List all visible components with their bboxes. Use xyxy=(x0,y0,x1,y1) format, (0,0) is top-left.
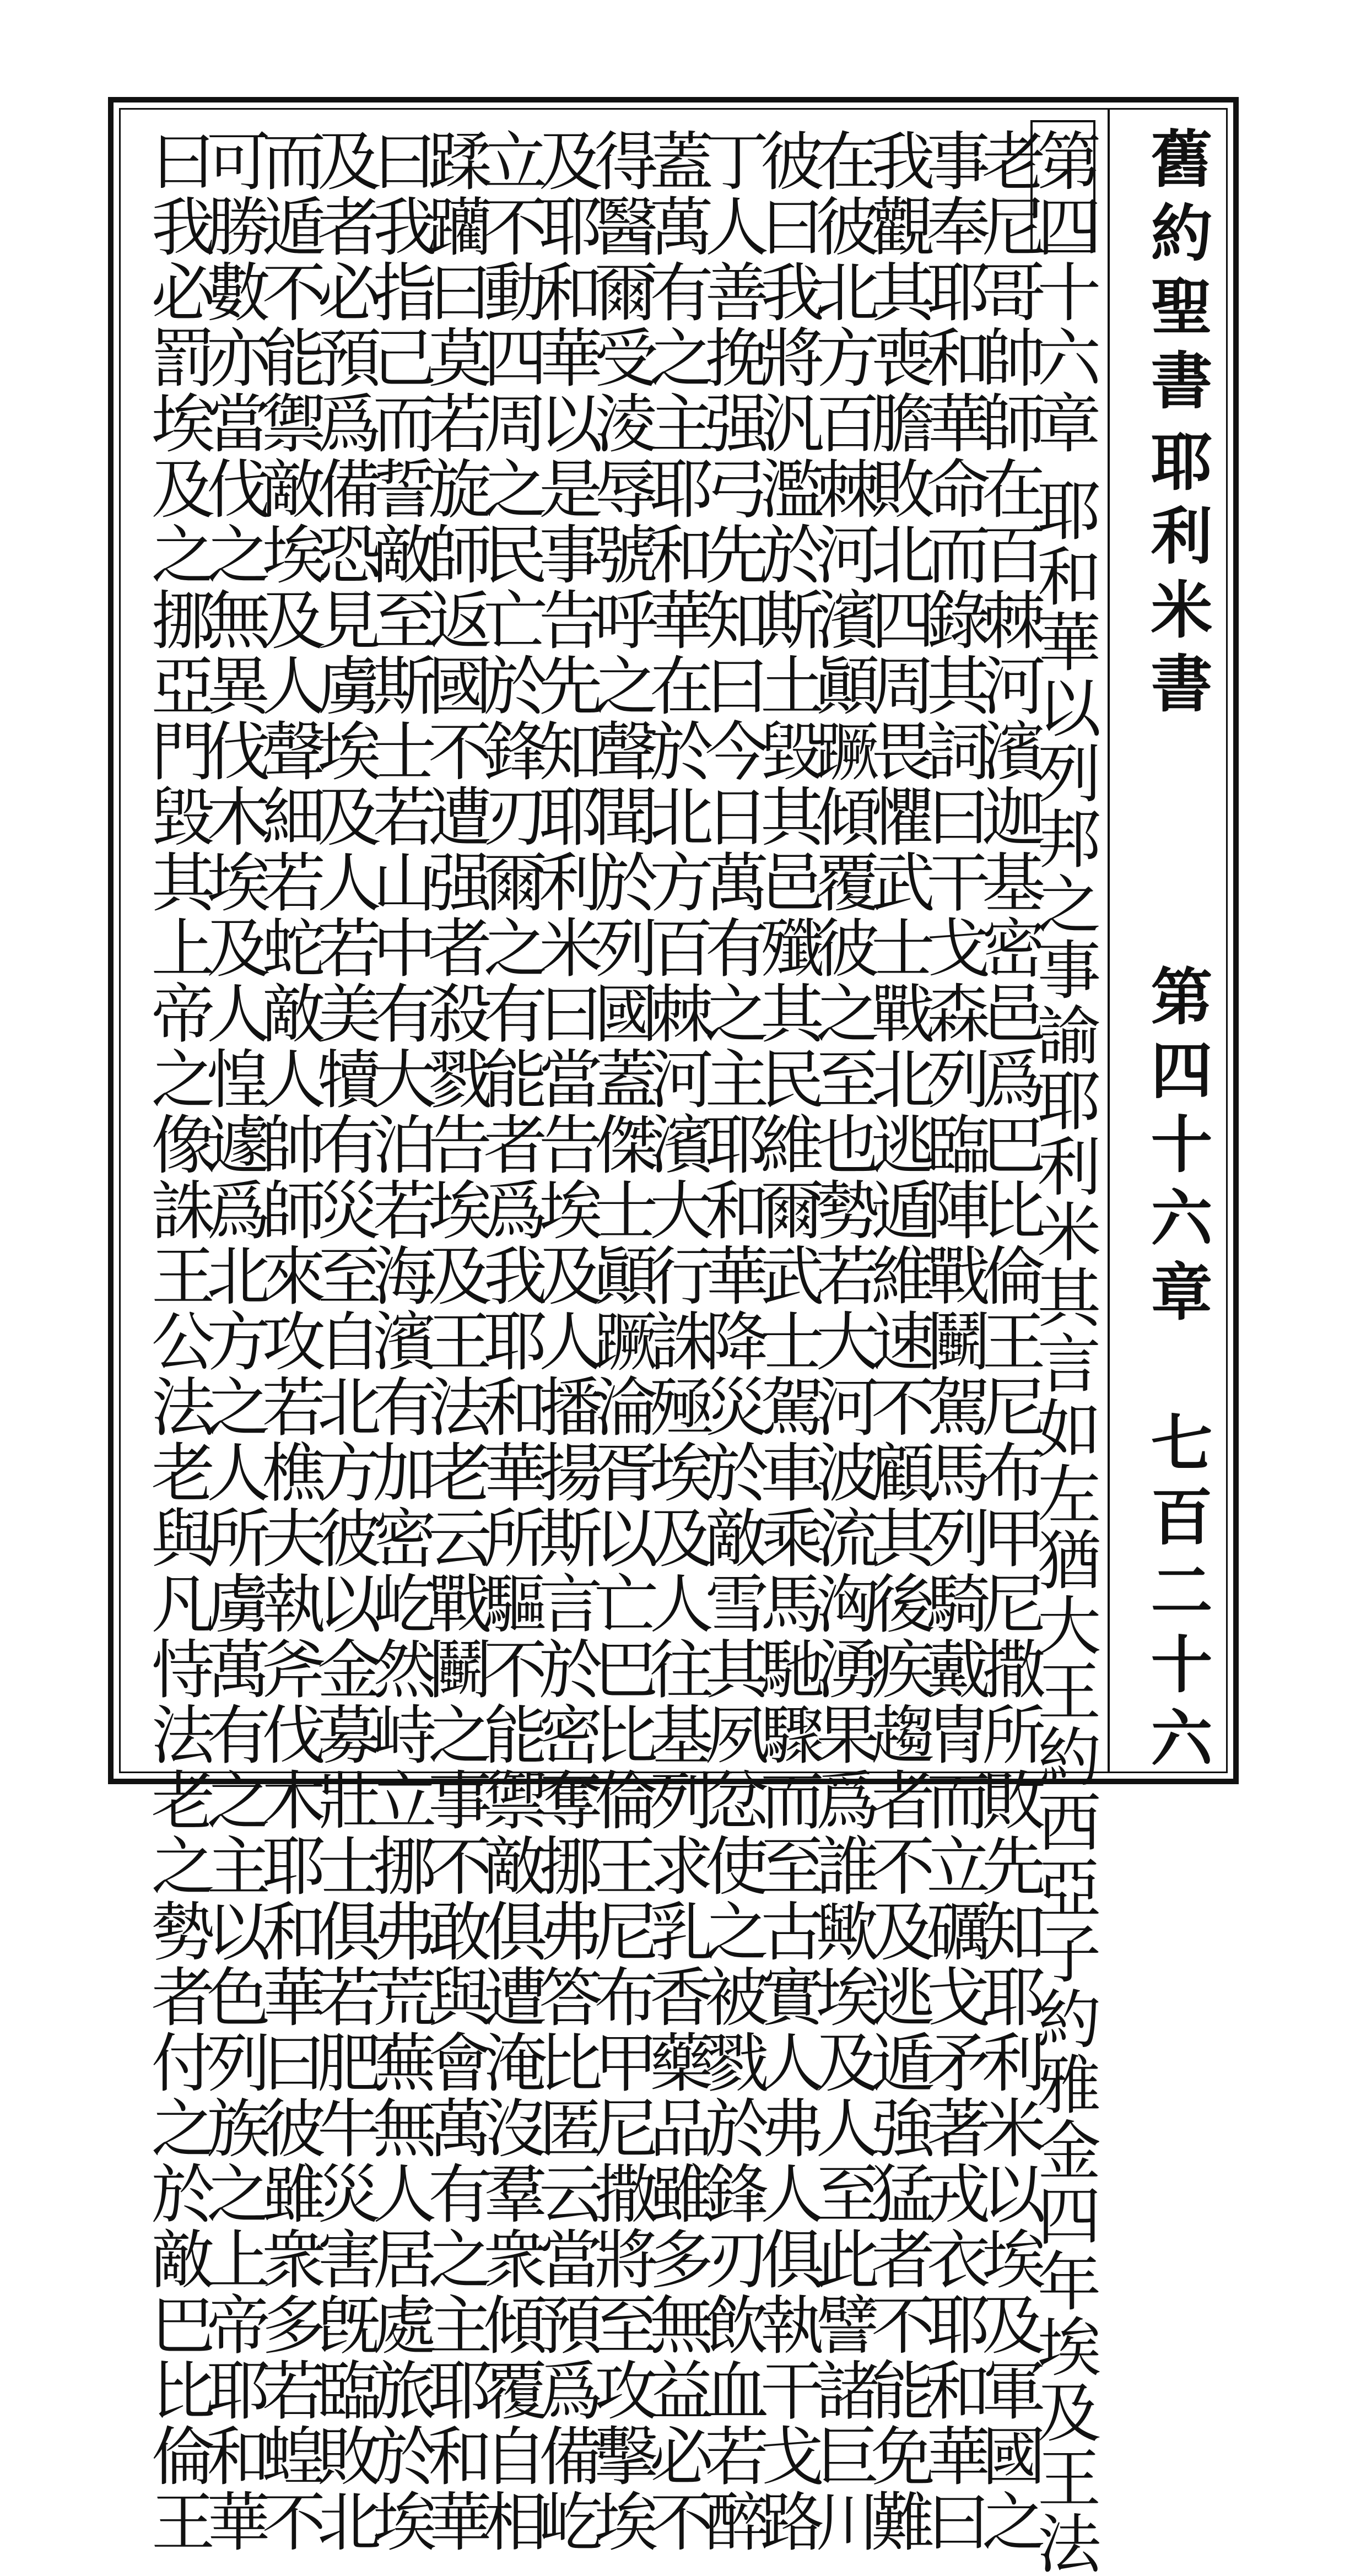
text-column: 得醫爾受淩辱號呼之聲聞於列國蓋傑士顚蹶淪胥以亡巴比倫王尼布甲尼撒將至攻擊埃 xyxy=(584,128,658,2554)
chapter-heading: 第四十六章 xyxy=(1141,964,1213,1333)
text-column: 蹂躪曰莫若旋師返國不遭强者殺戮告埃及王法老云戰鬭之事不敢與會萬有之主耶和華 xyxy=(417,128,492,2554)
text-column: 而遁不能禦敵埃及人聲細若蛇敵人帥師來攻若樵夫執斧伐木耶和華曰彼雖衆多若蝗不 xyxy=(251,128,326,2554)
text-column: 第四十六章 耶和華以列邦之事諭耶利米其言如左猶大王約西亞子約雅金四年埃及王法 xyxy=(1027,128,1101,2576)
text-column: 蓋萬有之主耶和華在於北方百棘河濱大行誅殛埃及人往基列求乳香藥品雖多無益必不 xyxy=(639,128,714,2554)
text-column: 及耶和華以是事告先知耶利米曰當告埃及人播揚斯言於密奪挪弗答比匿云當預爲備屹 xyxy=(528,128,603,2554)
text-column: 曰我必罰埃及之挪亞門毀其上帝之像誅王公法老與凡恃法老之勢者付之於敵巴比倫王 xyxy=(141,128,215,2554)
text-column: 丁人善挽强弓先知曰今日萬有之主耶和華降災於敵雪其夙忿使之被戮於鋒刃飲血若醉 xyxy=(694,128,769,2554)
text-column: 曰我指己而誓敵至斯士若山中有大泊若海濱有加密屹然峙立挪弗荒蕪無人居處旅於埃 xyxy=(362,128,436,2554)
text-column: 事奉耶和華命而錄其詞曰干戈森列臨陣戰鬭駕馬列騎戴冑而立礪戈矛著戎衣耶和華曰 xyxy=(916,128,990,2554)
text-column: 我觀其喪膽敗北四周畏懼武士戰北逃遁維速不顧其後疾趨者不及逃遁強猛者不能免難 xyxy=(860,128,935,2554)
header-divider xyxy=(1108,110,1110,1772)
text-column: 在彼北方百棘河濱顚蹶傾覆彼之至也勢若大河波流洶湧果爲誰歟埃及人至此譬諸巨川 xyxy=(805,128,879,2554)
page-number: 七百二十六 xyxy=(1141,1411,1213,1780)
book-collection-title: 舊約聖書 xyxy=(1141,127,1213,422)
text-column: 立不動四周之民亡於鋒刃爾之有能者爲我耶和華所驅不能禦敵俱遭淹沒羣衆傾覆自相 xyxy=(473,128,547,2554)
text-column: 及者必預爲備恐見虜埃及人若美犢有災至自北方彼以金募壯士俱若肥牛災害旣臨敗北 xyxy=(306,128,381,2554)
book-name: 耶利米書 xyxy=(1141,430,1213,725)
text-column: 可勝數亦當伐之無異伐木埃及人惶遽爲北方之人所虜萬有之主以色列族之上帝耶和華 xyxy=(196,128,271,2554)
text-column: 彼曰我將汎濫於斯土毀其邑殲其民維爾武士駕車乘馬馳驟而至古實人弗人俱執干戈路 xyxy=(749,128,824,2554)
text-column: 老尼哥帥師在百棘河濱迦基密邑爲巴比倫王尼布甲尼撒所敗先知耶利米以埃及軍國之 xyxy=(971,128,1046,2554)
